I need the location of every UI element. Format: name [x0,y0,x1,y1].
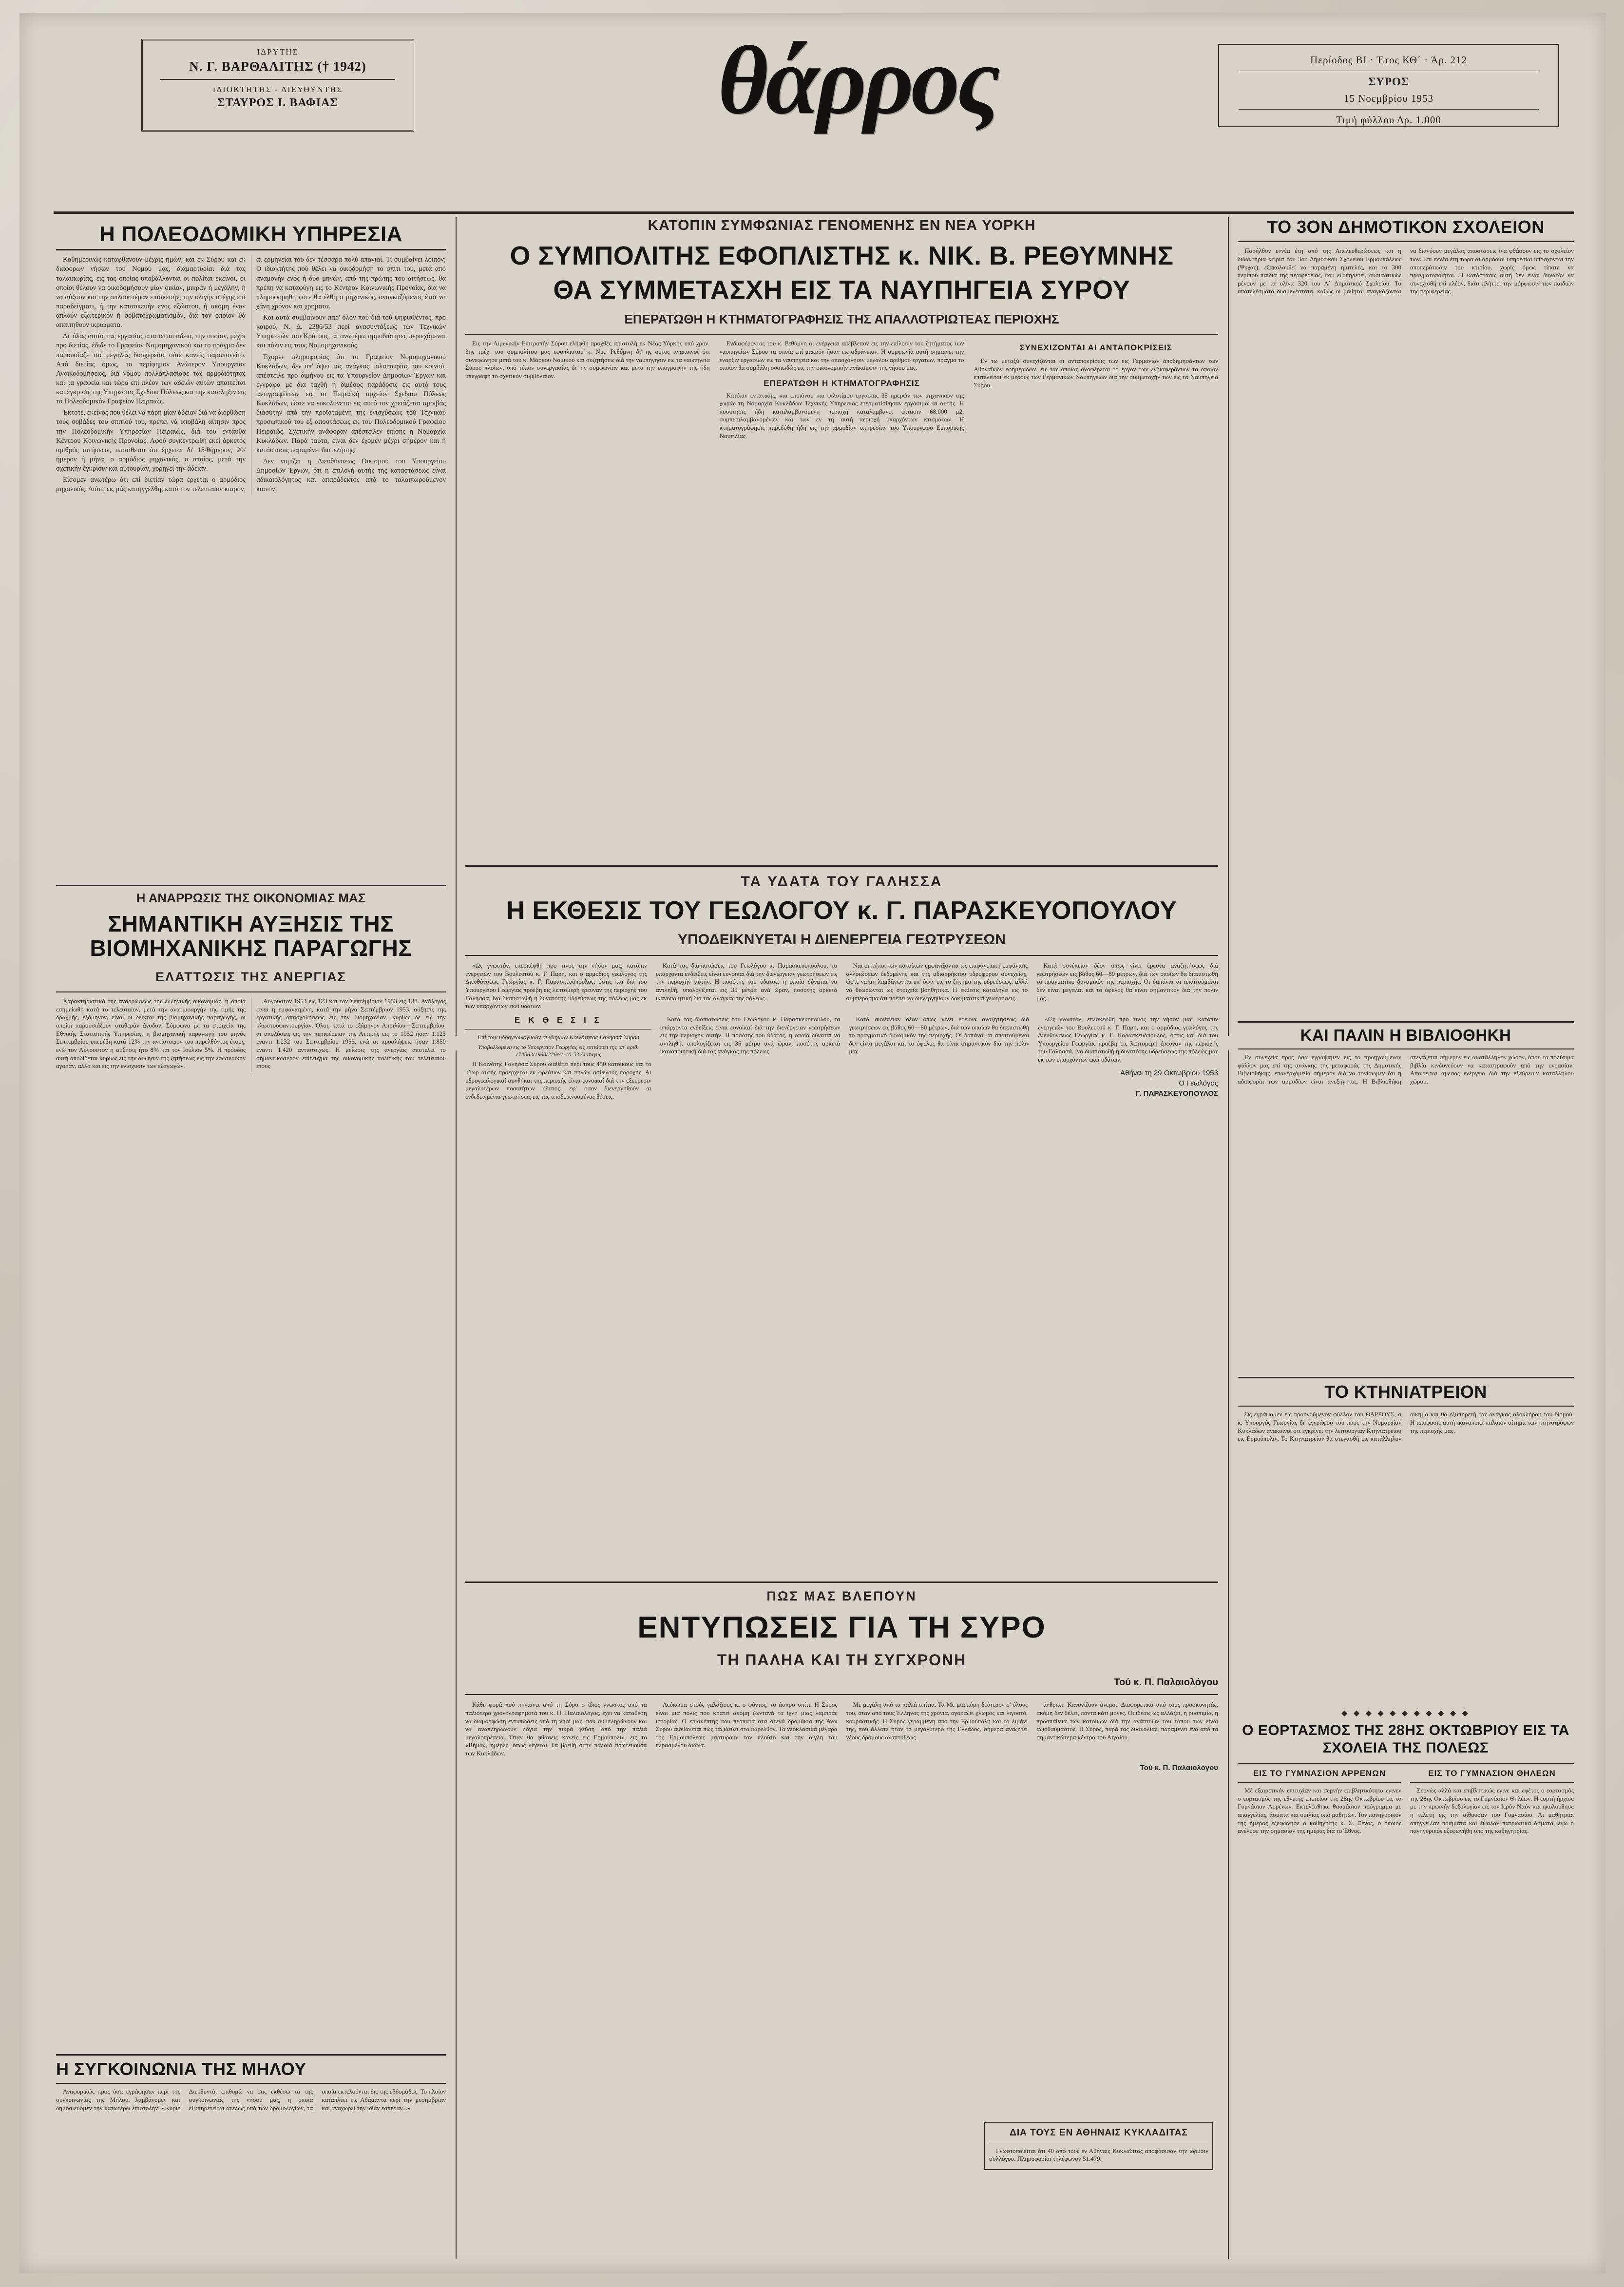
paragraph: Και αυτά συμβαίνουν παρ' όλον πού διά τού ψηφισθέντος, προ καιρού, Ν. Δ. 2386/53 περί ανασυντάξεως των Τεχνικών Υπηρεσιών του Κράτους, αι ανωτέρω αρμοδιότητες περιεχόμεναι και πάλιν εις τους Νομομηχανικούς. [256,314,446,350]
headline-vet: ΤΟ ΚΤΗΝΙΑΤΡΕΙΟΝ [1324,1382,1487,1402]
column-divider [1228,1050,1229,2259]
divider [1238,1048,1574,1049]
paragraph: Δεν νομίζει η Διευθύνσεως Οικισμού του Υπουργείου Δημοσίων Έργων, ότι η επιλογή αυτής της καταστάσεως είναι αδικαιολόγητος και απαράδεκτος από το ταλαιπωρούμενον κοινόν; [256,457,446,494]
section-economy [56,885,446,1072]
headline-impressions: ΕΝΤΥΠΩΣΕΙΣ ΓΙΑ ΤΗ ΣΥΡΟ [637,1611,1046,1645]
subhead-antapokriseis: ΣΥΝΕΧΙΖΟΝΤΑΙ ΑΙ ΑΝΤΑΠΟΚΡΙΣΕΙΣ [1019,343,1173,353]
paragraph: Δι' όλας αυτάς τας εργασίας απαιτείται άδεια, την οποίαν, μέχρι προ διετίας, έδιδε το Γραφείον Νομομηχανικού και το πράγμα δεν παρουσίαζε τας μεγάλας δυσχερείας ούτε κανείς παραπονείτο. Από διετίας όμως, το περίφημον Ανώτερον Υπουργείον Ανοικοδομήσεως, διά νόμου πολλαπλασίασε τας αρμοδιότητας και τα γραφεία και τώρα επί πλέον των αδειών αυτών απαιτείται και έγκρισις της Υπηρεσίας Σχεδίου Πόλεως και την κατάληξιν εις το Πολεοδομικόν Γραφείον Πειραιώς. [56,332,246,406]
notice-headline: ΔΙΑ ΤΟΥΣ ΕΝ ΑΘΗΝΑΙΣ ΚΥΚΛΑΔΙΤΑΣ [1010,2128,1188,2138]
section-galissas [465,865,1218,1103]
divider [465,334,1218,335]
headline-celebration: Ο ΕΟΡΤΑΣΜΟΣ ΤΗΣ 28ΗΣ ΟΚΤΩΒΡΙΟΥ ΕΙΣ ΤΑ ΣΧΟΛΕΙΑ ΤΗΣ ΠΟΛΕΩΣ [1242,1722,1569,1756]
issue-period: Περίοδος ΒΙ · Έτος ΚΘ΄ · Άρ. 212 [1310,54,1467,66]
divider [160,79,395,80]
issue-price: Τιμή φύλλου Δρ. 1.000 [1336,114,1441,126]
divider [1410,1782,1574,1783]
paragraph: Μέ εξαιρετικήν επιτυχίαν και σεμνήν επιβλητικότητα εγινεν ο εορτασμός της εθνικής επετείου της 28ης Οκτωβρίου εις το Γυμνάσιον Αρρένων. Εκτελέσθηκε θαυμάσιον πρόγραμμα με απαγγελίας, άσματα και ομιλίας υπό μαθητών. Τον πανηγυρικόν της ημέρας εξεφώνησε ο καθηγητής κ. Σ. Ξένος, ο οποίος ανέλυσε την σημασίαν της ημέρας διά το Έθνος. [1238,1787,1401,1835]
paragraph: Αναφορικώς προς όσα εγράφησαν περί της συγκοινωνίας της Μήλου, λαμβάνομεν και δημοσιεύομεν την κατωτέρω επιστολήν: «Κύριε Διευθυντά, επιθυμώ να σας εκθέσω τα της συγκοινωνίας της νήσου μας, η οποία εξυπηρετείται ατελώς υπό των δρομολογίων, τα οποία εκτελούνται δις της εβδομάδος. Το πλοίον καταπλέει εις Αδάμαντα περί την μεσημβρίαν και αναχωρεί την ιδίαν εσπέραν...» [56,2088,446,2112]
divider [56,991,446,992]
divider [1238,1377,1574,1378]
paragraph: Κατόπιν εντατικής, και επιπόνου και φιλοτίμου εργασίας 35 ημερών των μηχανικών της χωράς τη Νομαρχία Κυκλάδων Τεχνικής Υπηρεσίας ετερματίσθησαν εργάσιμοι αι αυτής. Η ποσότησις ήδη καταλαμβανόμενη περιοχή καταλαμβάνει έκτασιν 68.000 μ2, συμπεριλαμβανομένων και των εν τη αυτή περιοχή υπαρχόντων κτισμάτων. Η κτηματογράφησις παρεδόθη ήδη εις την αρμοδίαν υπηρεσίαν του Υπουργείου Εμπορικής Ναυτιλίας. [719,391,964,439]
newspaper-sheet [19,13,1605,2273]
paragraph: Εν συνεχεία προς όσα εγράψαμεν εις το προηγούμενον φύλλον μας επί της ανάγκης της μεταφοράς της Δημοτικής Βιβλιοθήκης, επανερχόμεθα σήμερον διά να τονίσωμεν ότι η αδιαφορία των αρμοδίων είναι ανεξήγητος. Η Βιβλιοθήκη στεγάζεται σήμερον εις ακατάλληλον χώρον, όπου τα πολύτιμα βιβλία κινδυνεύουν να καταστραφούν από την υγρασίαν. Απαιτείται άμεσος ενέργεια διά την εξεύρεσιν καταλλήλου χώρου. [1238,1053,1574,1085]
kicker-galissas: ΤΑ ΥΔΑΤΑ ΤΟΥ ΓΑΛΗΣΣΑ [741,874,943,890]
headline-school: ΤΟ 3ΟΝ ΔΗΜΟΤΙΚΟΝ ΣΧΟΛΕΙΟΝ [1238,217,1574,242]
paragraph: Λεύκωμα στούς γαλάζιους κι ο φόντος, το άσπρο σπίτι. Η Σύρος είναι μια πόλις που κρατεί ακόμη ζωντανά τα ίχνη μιας λαμπράς ιστορίας. Ο επισκέπτης που περπατά στα στενά δρομάκια της Άνω Σύρου αισθάνεται πώς ταξιδεύει στο παρελθόν. Τα νεοκλασικά μέγαρα της Ερμουπόλεως μαρτυρούν τον πλούτο και την αίγλη του περασμένου αιώνα. [655,1701,838,1749]
divider [56,2083,446,2084]
paragraph: Ενδιαφέροντος του κ. Ρεθύμνη αι ενέργειαι απέβλεπον εις την επίλυσιν του ζητήματος των ναυπηγείων Σύρου τα οποία επί μακρόν ήσαν εις αδράνειαν. Η συμφωνία αυτή σημαίνει την έναρξιν εργασιών εις τα ναυπηγεία και την απασχόλησιν μεγάλου αριθμού εργατών, πράγμα το οποίον θα συμβάλη ουσιωδώς εις την οικονομικήν ανάκαμψιν της νήσου μας. [719,340,964,372]
issue-date: 15 Νοεμβρίου 1953 [1344,93,1433,104]
divider [465,955,1218,956]
paragraph: Γνωστοποιείται ότι 40 από τούς εν Αθήναις Κυκλαδίτας αποφάσισαν την ίδρυσιν συλλόγου. Πληροφορίαι τηλέφωνον 51.479. [989,2147,1208,2163]
paragraph: Η Κοινότης Γαλησσά Σύρου διαθέτει περί τους 450 κατοίκους και το ύδωρ αυτής προέρχεται εκ φρεάτων και πηγών ασθενούς παροχής. Αι υδρογεωλογικαί συνθήκαι της περιοχής είναι ευνοϊκαί διά την εξεύρεσιν μεγαλυτέρων ποσοτήτων ύδατος, εφ' όσον διενεργηθούν αι ενδεδειγμέναι γεωτρήσεις εις τας υποδεικνυομένας θέσεις. [465,1060,651,1100]
kicker-impressions: ΠΩΣ ΜΑΣ ΒΛΕΠΟΥΝ [766,1589,917,1603]
divider [465,1582,1218,1583]
ornament: ◆ ◆ ◆ ◆ ◆ ◆ ◆ ◆ ◆ ◆ ◆ [1341,1709,1470,1717]
divider [1238,1406,1574,1407]
owner-name: ΣΤΑΥΡΟΣ Ι. ΒΑΦΙΑΣ [217,96,339,109]
paragraph: Με μεγάλη από τα παλιά σπίτια. Τα Με μια πόρη δεύτερον σ' όλους του, όταν από τους Έλληνας της χρόνια, αγοράζει χλωμός και λιγοστό, κουραστικής. Η Σύρος γεραμμένη από την Ερμούπολη και το λιμάνι της, που άλλοτε ήταν το μεγαλύτερο της Ελλάδος, σήμερα αναζητεί νέους δρόμους αναπτύξεως. [846,1701,1028,1741]
report-block [465,1015,651,1103]
lead-col-1 [465,340,710,442]
owner-label: ΙΔΙΟΚΤΗΤΗΣ - ΔΙΕΥΘΥΝΤΗΣ [212,85,343,94]
headline-milos: Η ΣΥΓΚΟΙΝΩΝΙΑ ΤΗΣ ΜΗΛΟΥ [56,2059,306,2079]
subhead-lead: ΕΠΕΡΑΤΩΘΗ Η ΚΤΗΜΑΤΟΓΡΑΦΗΣΙΣ ΤΗΣ ΑΠΑΛΛΟΤΡΙΩΤΕΑΣ ΠΕΡΙΟΧΗΣ [624,312,1059,327]
kicker-economy: Η ΑΝΑΡΡΩΣΙΣ ΤΗΣ ΟΙΚΟΝΟΜΙΑΣ ΜΑΣ [136,891,366,905]
paragraph: Έχομεν πληροφορίας ότι το Γραφείον Νομομηχανικού Κυκλάδων, δεν υπ' όψει τας ανάγκας ταλαιπωρίας του κοινού, απέστειλε προ διμήνου εις τα Υπουργείον Δημοσίων Έργων και έγγραφα με δια ταχθή ή διμέσος παράδοσις εις αυτό τους αντιγραφέντων εις το Πειραϊκή αρχείον Σχεδίου Πόλεως Κυκλάδων, ώστε να ευκολύνεται εις αυτό τον χρειάζεται αμοιβάς διασύτην από την προϊσταμένη της ενισχύσεως τού Τεχνικού προσωπικού του εξ αποστάσεως εκ του Πολεοδομικού Γραφείου Πειραιώς. Σχετικήν ανάφοραν απέστειλεν επίσης η Νομαρχία Κυκλάδων. Παρά ταύτα, είναι δεν έχομεν μέχρι σήμερον και ή κατάστασις παραμένει διατελήσης. [256,353,446,454]
paragraph: Είσομεν ανωτέρω ότι επί διετίαν τώρα έρχεται ο αρμόδιος μηχανικός. Διότι, ως μάς κατηγγέλθη, κατά τον τελευταίον καιρόν, αι ερμηνείαι του δεν τέσσαρα πολύ απανιαί. Τι συμβαίνει λοιπόν; Ο ιδιοκτήτης πού θέλει να οικοδομήση το σπίτι του, μετά από αναμονήν ενός ή δύο μηνών, από της πρώτης του αιτήσεως, θα πρέπη να καταφύγη εις το Κέντρον Κοινωνικής Προνοίας, διά να πληροφορηθή πότε θα έλθη ο μηχανικός, αναγκαζόμενος έτσι να χάνη χρόνον και χρήματα. [56,256,446,494]
column-divider [456,1050,457,2259]
paragraph: Ναι οι κήποι των κατοίκων εμφανίζονται ως επιφανειακή εμφάνισις αλλοιώσεων δεδομένης και της αδιαρρήκτου υδροφόρου συνεχείας, ώστε να μη λαμβάνωνται υπ' όψιν εις το ζήτημα της υδρεύσεως, αλλά να θεωρώνται ως στοιχεία βοηθητικά. Η έκθεσις καταλήγει εις το συμπέρασμα ότι πρέπει να διενεργηθούν δοκιμαστικαί γεωτρήσεις. [846,962,1028,1002]
paragraph: Χαρακτηριστικά της αναρρώσεως της ελληνικής οικονομίας, η οποία εσημείωθη κατά το τελευταίον, μετά την ανατιμοαργήν της τιμής της δραχμής, εξάμηνον, είναι οι δείκται της βιομηχανικής παραγωγής, οι οποίοι παρουσιάζουν σταθεράν άνοδον. Σύμφωνα με τα στοιχεία της Εθνικής Στατιστικής Υπηρεσίας, η βιομηχανική παραγωγή του μηνός Σεπτεμβρίου υπερέβη κατά 12% την αντίστοιχον του παρελθόντος έτους, ενώ τον Αύγουστον η αύξησις ήτο 8% και τον Ιούλιον 5%. Η πρόοδος αυτή αποδίδεται κυρίως εις την αύξησιν της ζητήσεως εις την εσωτερικήν αγοράν, αλλά και εις την ενίσχυσιν των εξαγωγών. [56,997,246,1070]
section-milos [56,2054,446,2113]
paragraph: Κατά τας διαπιστώσεις του Γεωλόγου κ. Παρασκευοπούλου, τα υπάρχοντα ενδείξεις είναι ευνοϊκαί διά την διενέργειαν γεωτρήσεων εις την περιοχήν αυτήν. Η ποσότης του ύδατος, η οποία δύναται να αντληθή, υπολογίζεται εις 35 μέτρα ανά ώραν, ποσότης αρκετά ικανοποιητική διά τας ανάγκας της πόλεως. [660,1015,841,1055]
report-subtitle: Επί των υδρογεωλογικών συνθηκών Κοινότητος Γαλησσά Σύρου [477,1033,639,1041]
paragraph: Σεμνώς αλλά και επιβλητικώς εγινε και εφέτος ο εορτασμός της 28ης Οκτωβρίου εις το Γυμνάσιον Θηλέων. Η εορτή ήρχισε με την πρωινήν δοξολογίαν εις τον Ιερόν Ναόν και ηκολούθησε η τελετή εις την αίθουσαν του Γυμνασίου. Αι μαθήτριαι απήγγειλαν ποιήματα και έψαλαν πατριωτικά άσματα, ενώ ο πανηγυρικός εξεφωνήθη υπό της καθηγητρίας. [1410,1787,1574,1835]
lead-col-2 [720,340,964,442]
masthead-rule [54,211,1574,214]
paragraph: Ως εγράψαμεν εις προηγούμενον φύλλον του ΘΑΡΡΟΥΣ, ο κ. Υπουργός Γεωργίας δι' εγγράφου του προς την Νομαρχίαν Κυκλάδων ανακοινοί ότι εγκρίνει την λειτουργίαν Κτηνιατρείου εις Ερμούπολιν. Το Κτηνιατρείον θα στεγασθή εις κατάλληλον οίκημα και θα εξυπηρετή τας ανάγκας ολοκλήρου του Νομού. Η απόφασις αυτή ικανοποιεί παλαιόν αίτημα των κτηνοτρόφων της περιοχής μας. [1238,1410,1574,1443]
report-reference: Υποβαλλομένη εις το Υπουργείον Γεωργίας εις επιτάσσει της υπ' αριθ. 174563/1963/226ε/1-10-53 Διαταγής [478,1043,639,1058]
subhead-ktimatografisis: ΕΠΕΡΑΤΩΘΗ Η ΚΤΗΜΑΤΟΓΡΑΦΗΣΙΣ [764,378,920,388]
founder-box [141,39,414,132]
divider [56,2054,446,2056]
notice-cyclades [984,2122,1213,2170]
subhead-impressions: ΤΗ ΠΑΛΗΑ ΚΑΙ ΤΗ ΣΥΓΧΡΟΝΗ [717,1651,967,1669]
kicker-lead: ΚΑΤΟΠΙΝ ΣΥΜΦΩΝΙΑΣ ΓΕΝΟΜΕΝΗΣ ΕΝ ΝΕΑ ΥΟΡΚΗ [648,217,1036,233]
byline-impressions: Τού κ. Π. Παλαιολόγου [1114,1677,1218,1688]
paragraph: Εν τω μεταξύ συνεχίζονται αι ανταποκρίσεις των εις Γερμανίαν άποδημησάντων των Αθηναϊκών εφημερίδων, εις τας οποίας αναφέρεται το έργον των ενδιαφερόντων το οποίον επιτελείται εκ μέρους των Γερμανικών Ναυπηγείων διά την συμμετοχήν των εις τα Ναυπηγεία Σύρου. [974,357,1219,389]
paragraph: Κάθε φορά πού πηγαίνει από τη Σύρο ο ίδιος γνωστός από τα παλιότερα χρονογραφήματά του κ. Π. Παλαιολόγος, έχει να καταθέση να διαμορφώση εντυπώσεις από τη νησί μας, που συμπληρώνουν και να αναπληρώνουν λόγια την πικρά γεύση από την παλιά μεγαλοπρέπεια. Όταν θα φθάσεις κανείς εις Ερμούπολιν, εις το «Βήμα», ημέρες, όπως λέγεται, θα βρεθή στην παλαιά πρωτεύουσα των Κυκλάδων. [465,1701,647,1757]
column-right [1238,217,1574,297]
signature-author: Τού κ. Π. Παλαιολόγου [1140,1763,1218,1772]
divider [1238,1782,1401,1783]
headline-polideomiki: Η ΠΟΛΕΟΔΟΜΙΚΗ ΥΠΗΡΕΣΙΑ [56,217,446,250]
divider [1238,1021,1574,1023]
paragraph: Εις την Λιμενικήν Επιτροπήν Σύρου ελήφθη προχθές απιστολή εκ Νέας Υόρκης υπό χρον. 3ης τρέχ. του συμπολίτου μας εφοπλιστού κ. Νικ. Ρεθύμνη δι' ης ούτος ανακοινοί ότι συνεφώνησε μετά του κ. Μάρκου Νομικού και συζητήσεις διά την ναυπήγησιν εις τα ναυπηγεία Σύρου πλοίων, υπό τύπον συνεργασίας δι' ην συμφωνίαν και μετά την υπογραφήν της ήδη υπεγράφη το σχετικόν συμβόλαιον. [465,340,710,380]
issue-info-box [1218,44,1559,127]
headline-galissas: Η ΕΚΘΕΣΙΣ ΤΟΥ ΓΕΩΛΟΓΟΥ κ. Γ. ΠΑΡΑΣΚΕΥΟΠΟΥΛΟΥ [506,896,1177,925]
newspaper-title: θάρρος [718,27,997,134]
headline-lead-1: Ο ΣΥΜΠΟΛΙΤΗΣ ΕΦΟΠΛΙΣΤΗΣ κ. ΝΙΚ. Β. ΡΕΘΥΜΝΗΣ [510,241,1174,270]
founder-name: Ν. Γ. ΒΑΡΘΑΛΙΤΗΣ († 1942) [189,59,366,74]
paragraph: Κατά συνέπειαν δέον όπως γίνει έρευνα αναζητήσεως διά γεωτρήσεων εις βάθος 60—80 μέτρων, διά των οποίων θα διαπιστωθή το πραγματικό δυναμικόν της περιοχής. Οι δαπάναι αι απαιτούμεναι δεν είναι μεγάλαι και το όφελος θα είναι σημαντικόν διά την πόλιν μας. [849,1015,1030,1055]
lead-col-3 [974,340,1218,442]
column-divider [456,217,457,1036]
column-center-lead [465,217,1218,442]
section-impressions [465,1582,1218,1773]
masthead [54,27,1574,164]
section-celebration [1238,1708,1574,1837]
signature-name: Γ. ΠΑΡΑΣΚΕΥΟΠΟΥΛΟΣ [1135,1089,1218,1098]
column-divider [1228,217,1229,1036]
paragraph: Κατά συνέπειαν δέον όπως γίνει έρευνα αναζητήσεως διά γεωτρήσεων εις βάθος 60—80 μέτρων, διά των οποίων θα διαπιστωθή το πραγματικό δυναμικόν της περιοχής. Οι δαπάναι αι απαιτούμεναι δεν είναι μεγάλαι και το όφελος θα είναι σημαντικόν διά την πόλιν μας. [1036,962,1218,1002]
headline-lead-2: ΘΑ ΣΥΜΜΕΤΑΣΧΗ ΕΙΣ ΤΑ ΝΑΥΠΗΓΕΙΑ ΣΥΡΟΥ [553,275,1130,305]
signature-role: Ο Γεωλόγος [1179,1079,1218,1087]
founder-label: ΙΔΡΥΤΗΣ [257,47,299,57]
subhead-economy: ΕΛΑΤΤΩΣΙΣ ΤΗΣ ΑΝΕΡΓΙΑΣ [155,970,346,985]
report-rest [660,1015,1218,1103]
divider [1238,1763,1574,1764]
headline-library: ΚΑΙ ΠΑΛΙΝ Η ΒΙΒΛΙΟΘΗΚΗ [1300,1026,1511,1044]
subhead-girls-school: ΕΙΣ ΤΟ ΓΥΜΝΑΣΙΟΝ ΘΗΛΕΩΝ [1428,1769,1556,1778]
signature-place: Αθήναι τη 29 Οκτωβρίου 1953 [1120,1068,1218,1077]
subhead-boys-school: ΕΙΣ ΤΟ ΓΥΜΝΑΣΙΟΝ ΑΡΡΕΝΩΝ [1253,1769,1386,1778]
column-left [56,217,446,495]
divider [465,865,1218,867]
headline-economy: ΣΗΜΑΝΤΙΚΗ ΑΥΞΗΣΙΣ ΤΗΣ ΒΙΟΜΗΧΑΝΙΚΗΣ ΠΑΡΑΓΩΓΗΣ [90,911,412,961]
subhead-galissas: ΥΠΟΔΕΙΚΝΥΕΤΑΙ Η ΔΙΕΝΕΡΓΕΙΑ ΓΕΩΤΡΥΣΕΩΝ [678,931,1006,948]
paragraph: Καθημερινώς καταφθάνουν μέχρις ημών, και εκ Σύρου και εκ διαφόρων νήσων του Νομού μας, διαμαρτυρίαι διά τας ταλαιπωρίας, εις τας οποίας υποβάλλονται οι πολίται εκείνοι, οι οποίοι θέλουν να οικοδομήσουν μίαν οικίαν, μικράν ή μεγάλην, ή να αύξουν και την απλουστέραν επισκευήν, την ολιγήν στέγης επί παραδείγματι, ή την κατασκευήν ενός εξώστου, ή ακόμη έναν απλούν εξωτερικόν ή σοβατοχρωματισμόν, διά τον οποίον θά απαιτηθούν ικριώματα. [56,256,246,329]
paragraph: «Ως γνωστόν, επεσκέφθη προ τινος την νήσον μας, κατόπιν ενεργειών του Βουλευτού κ. Γ. Παρη, και ο αρμόδιος γεωλόγος της Διευθύνσεως Γεωργίας κ. Γ. Παρασκευόπουλος, όστις και διά του Υπουργείου Γεωργίας προέβη εις λεπτομερή έρευναν της περιοχής του Γαλησσά, ίνα διαπιστωθή η δυνατότης υδρεύσεως της πόλεώς μας εκ των υπαρχόντων εκεί υδάτων. [465,962,647,1010]
report-title: Ε Κ Θ Ε Σ Ι Σ [515,1015,602,1025]
section-vet [1238,1377,1574,1443]
paragraph: «Ως γνωστόν, επεσκέφθη προ τινος την νήσον μας, κατόπιν ενεργειών του Βουλευτού κ. Γ. Παρη, και ο αρμόδιος γεωλόγος της Διευθύνσεως Γεωργίας κ. Γ. Παρασκευόπουλος, όστις και διά του Υπουργείου Γεωργίας προέβη εις λεπτομερή έρευναν της περιοχής του Γαλησσά, ίνα διαπιστωθή η δυνατότης υδρεύσεως της πόλεώς μας εκ των υπαρχόντων εκεί υδάτων. [1038,1015,1218,1064]
divider [465,1694,1218,1695]
paragraph: Κατά τας διαπιστώσεις του Γεωλόγου κ. Παρασκευοπούλου, τα υπάρχοντα ενδείξεις είναι ευνοϊκαί διά την διενέργειαν γεωτρήσεων εις την περιοχήν αυτήν. Η ποσότης του ύδατος, η οποία δύναται να αντληθή, υπολογίζεται εις 35 μέτρα ανά ώραν, ποσότης αρκετά ικανοποιητική διά τας ανάγκας της πόλεως. [655,962,838,1002]
issue-place: ΣΥΡΟΣ [1368,76,1409,88]
paragraph: Έκτοτε, εκείνος που θέλει να πάρη μίαν άδειαν διά να διορθώση τούς σοβάδες του σπιτιού του, πρέπει νά υποβάλη αίτησιν προς την Πολεοδομικήν Υπηρεσίαν Πειραιώς, διά του εντάυθα Κέντρου Κοινωνικής Προνοίας. Αφού συγκεντρωθή εκεί άρκετός αριθμός αιτήσεων, υποτίθεται ότι έρχεται δι' 15/θήμερον, 20/ήμερον ή μήνα, ο αρμόδιος μηχανικός, ο οποίος, μετά την σχετικήν έγκρισιν και αυτουρίαν, χορηγεί την άδειαν. [56,409,246,473]
section-library [1238,1021,1574,1086]
divider [1239,109,1539,110]
paragraph: άνθρωπ. Κανονίζουν άνεμοι. Διαφορετικά από τους προσκυνητάς, ακόμη δεν θέλει, πάντα κάτι μόνες. Οι ιδέαις ως αλλάζει, η ρυσπιμία, η προσπάθεια των κατοίκων διά την ανάπτυξιν του τόπου των είναι αξιοθαύμαστος. Η Σύρος, παρά τας δυσκολίας, παραμένει ένα από τα σημαντικώτερα κέντρα του Αιγαίου. [1036,1701,1218,1741]
paragraph: Αύγουστον 1953 εις 123 και τον Σεπτέμβριον 1953 εις 138. Ανάλογος είναι η εμφανισμένη, κατά την μήνα Σεπτέμβριον 1953, αύξησις της εργατικής απασχολήσεως εις την βιομηχανίαν, κυρίως δε εις την κλωστοϋφαντουργίαν. Όλοι, κατά το εξάμηνον Απριλίου—Σεπτεμβρίου, αι απολύσεις εις την περιφέρειαν της Αττικής εις το 1952 ήσαν 1.125 έναντι 1.232 του Σεπτεμβρίου 1953, ενώ αι προσλήψεις ήσαν 1.850 έναντι 1.420 αντιστοίχως. Η μείωσις της ανεργίας αποτελεί το σημαντικώτερον επίτευγμα της οικονομικής πολιτικής του τελευταίου έτους. [256,997,446,1070]
paragraph: Παρήλθον εννέα έτη από της Απελευθερώσεως και η διδακτήρια κτίρια του 3ου Δημοτικού Σχολείου Ερμουπόλεως (Ψυχάς), εξακολουθεί να παραμένη ημιτελές, και το 300 περίπου παιδιά της περιφερείας, που εξυπηρετεί, ουσιαστικώς μένουν με τα ολίγα 320 του Α΄ Δημοτικού Σχολείου. Το αποτελέσματα δυσμενέστατα, καθώς οι μαθηταί αναγκάζονται να διανύουν μεγάλας αποστάσεις ίνα φθάσουν εις το σχολείον των. Επί εννέα έτη τώρα αι αρμόδιαι υπηρεσίαι υπόσχονται την αποπεράτωσιν του κτιρίου, χωρίς όμως τίποτε να πραγματοποιήται. Η κατάστασις αυτή δεν είναι δυνατόν να συνεχισθή επί πλέον, διότι πλήττει την μόρφωσιν των παιδιών της περιφερείας. [1238,247,1574,295]
divider [56,885,446,886]
